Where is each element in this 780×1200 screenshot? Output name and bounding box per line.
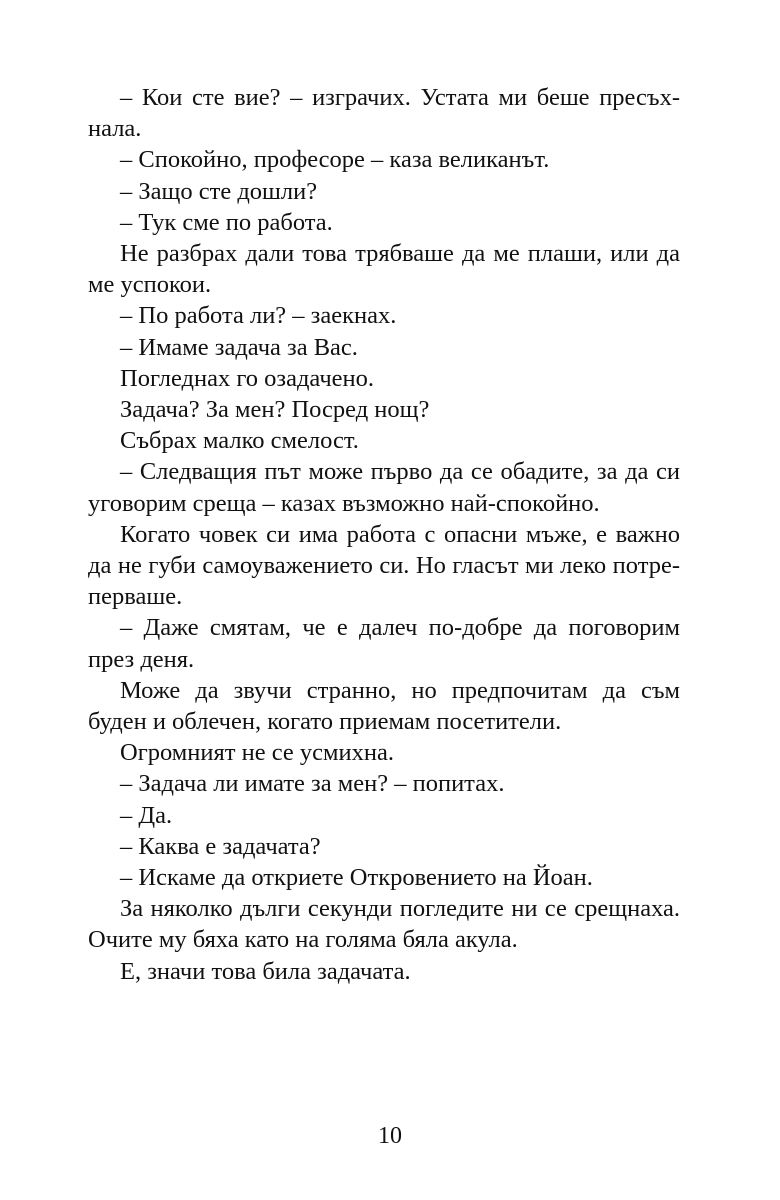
paragraph: – Каква е задачата? [120,832,321,860]
paragraph: – По работа ли? – заекнах. [120,302,397,330]
paragraph: Събрах малко смелост. [120,427,359,455]
paragraph: Погледнах го озадачено. [120,364,375,392]
paragraph: Когато човек си има работа с опасни мъже, е важно да не губи самоуважението си. Но гласът ми леко потре-перваше. [88,520,680,611]
paragraph: – Спокойно, професоре – каза великанът. [120,146,550,174]
paragraph: – Задача ли имате за мен? – попитах. [120,770,505,798]
page-number: 10 [378,1123,402,1149]
paragraph: За няколко дълги секунди погледите ни се срещнаха. Очите му бяха като на голяма бяла акула. [88,895,680,954]
paragraph: Огромният не се усмихна. [120,739,394,767]
paragraph: – Имаме задача за Вас. [120,333,358,361]
body-text [88,82,680,987]
paragraph: – Кои сте вие? – изграчих. Устата ми беше пресъх-нала. [88,84,680,143]
paragraph: – Следващия път може първо да се обадите, за да си уговорим среща – казах възможно най-спокойно. [88,458,680,517]
paragraph: Може да звучи странно, но предпочитам да съм буден и облечен, когато приемам посетители. [88,676,680,736]
paragraph: Е, значи това била задачата. [120,957,411,985]
paragraph: – Даже смятам, че е далеч по-добре да поговорим през деня. [88,614,680,673]
paragraph: – Да. [120,801,173,829]
paragraph: – Тук сме по работа. [120,208,333,236]
paragraph: – Защо сте дошли? [120,177,318,205]
paragraph: – Искаме да откриете Откровението на Йоан. [120,864,593,892]
paragraph: Не разбрах дали това трябваше да ме плаши, или да ме успокои. [88,240,680,299]
paragraph: Задача? За мен? Посред нощ? [120,396,430,424]
